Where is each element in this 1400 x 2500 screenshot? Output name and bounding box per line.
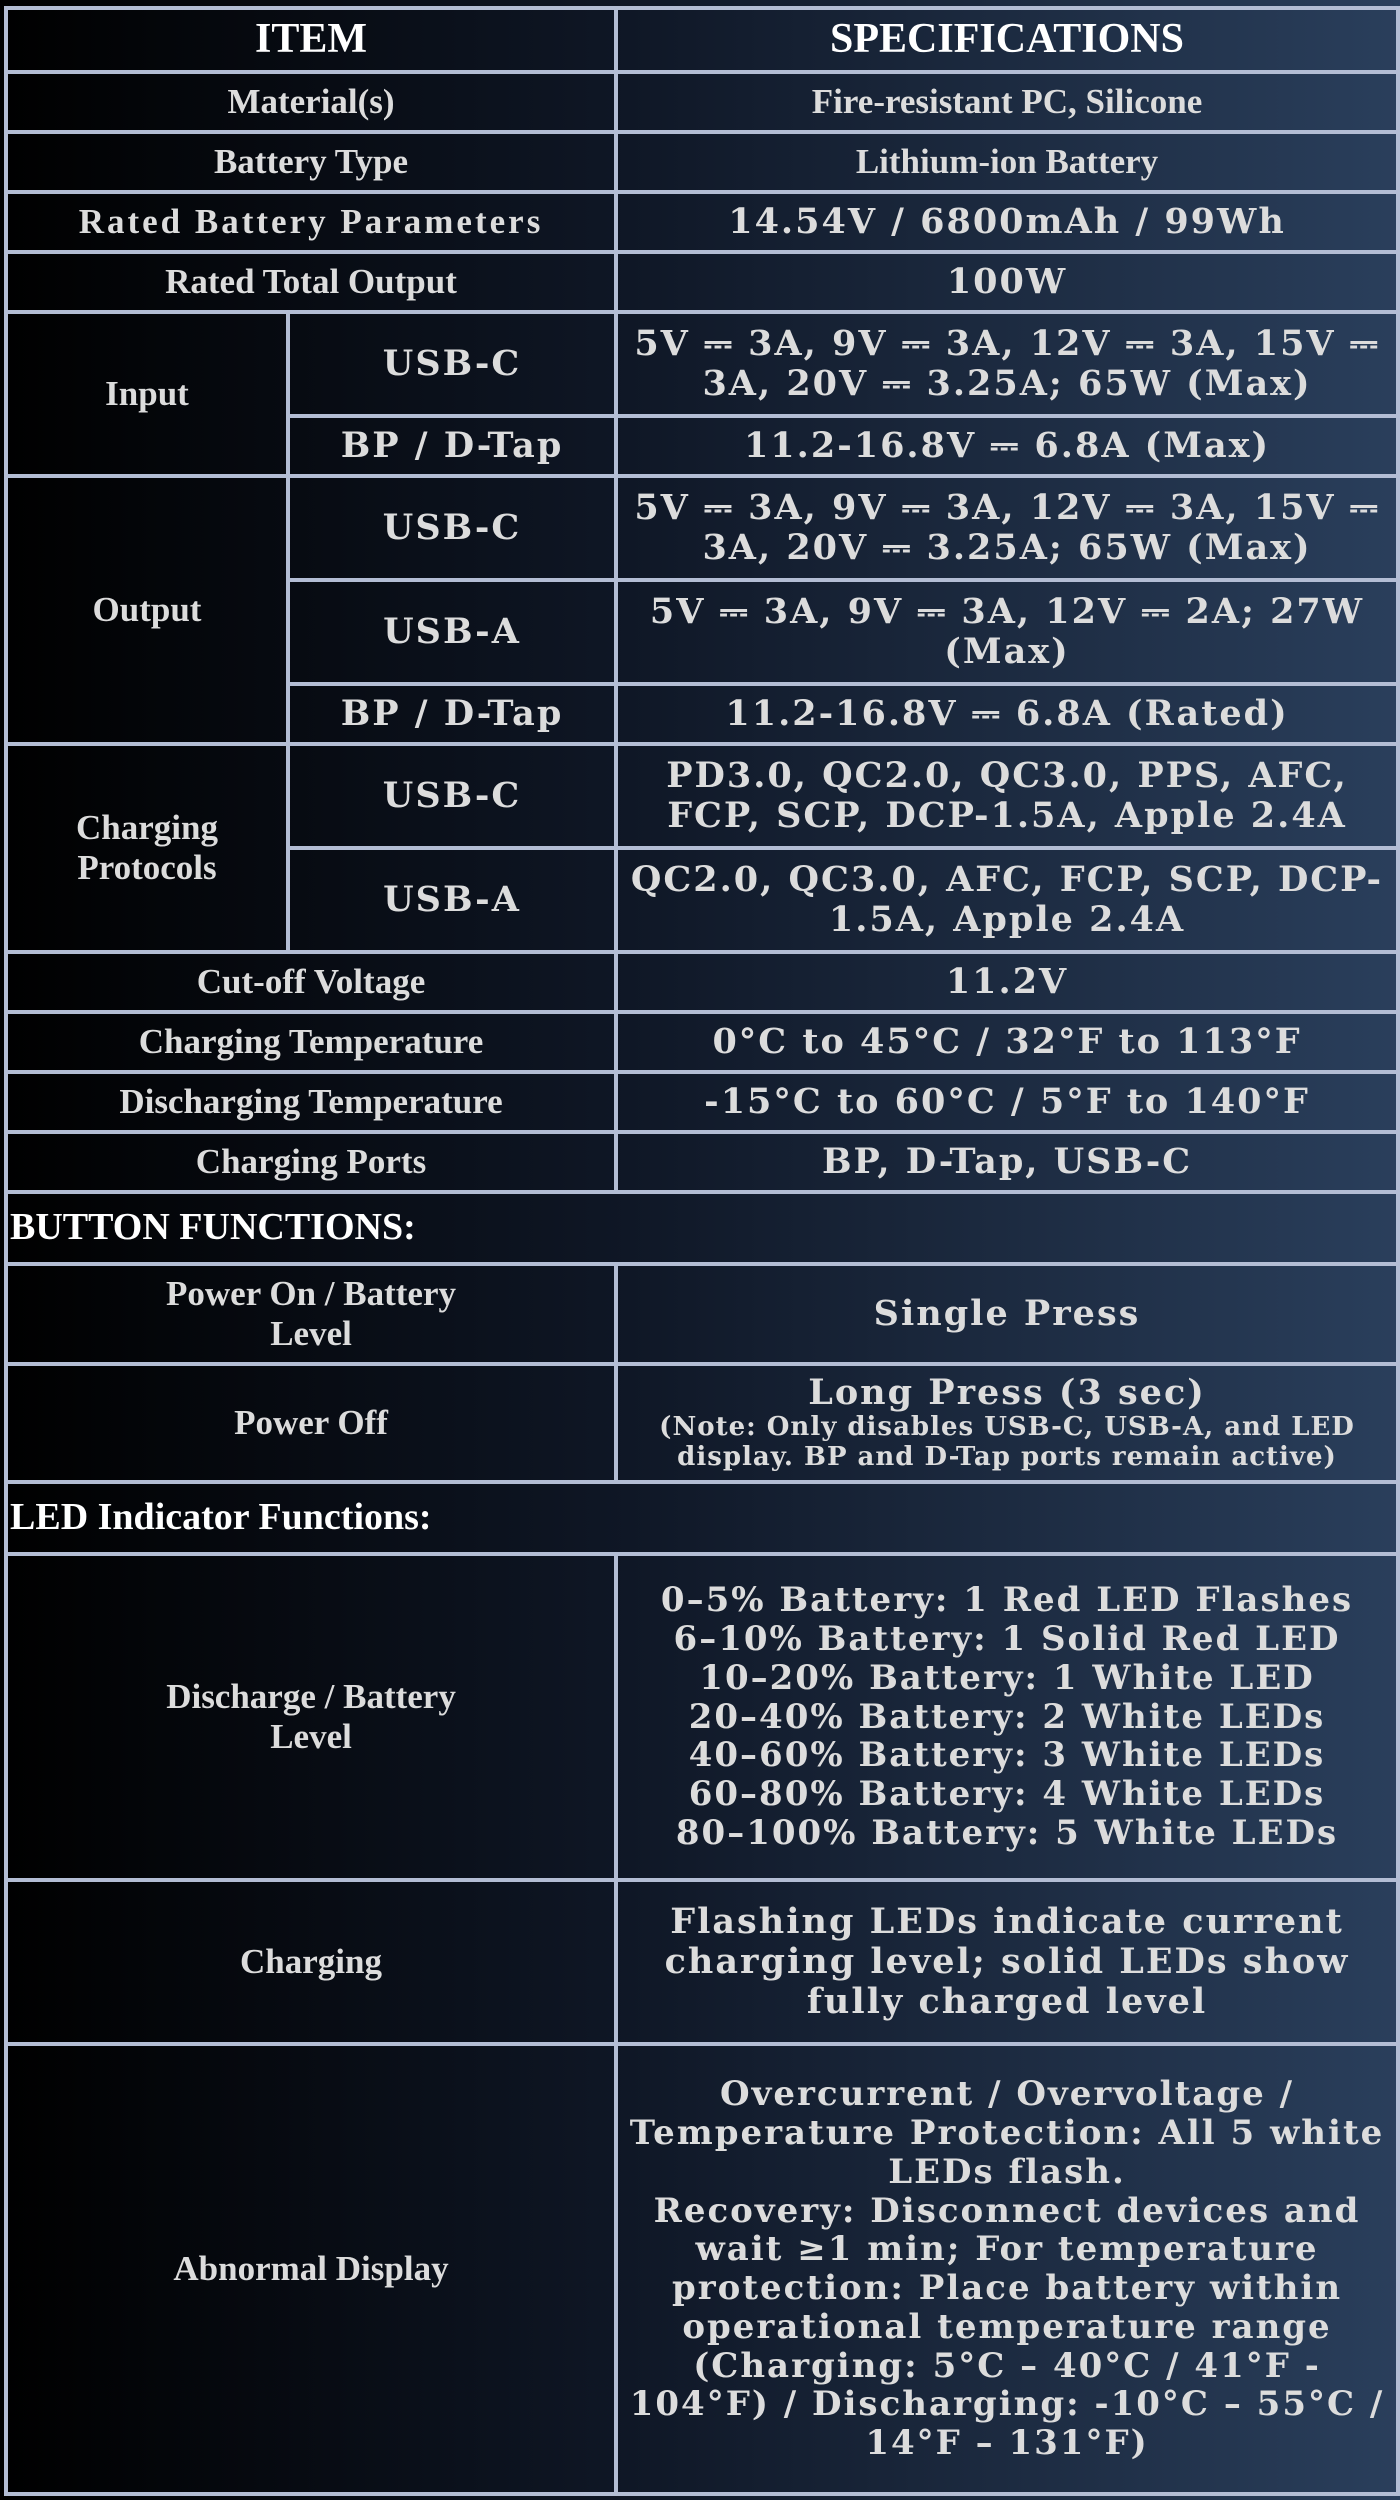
port-label: BP / D-Tap [288,416,616,476]
battery-level-line: 40–60% Battery: 3 White LEDs [688,1735,1326,1776]
header-specifications: SPECIFICATIONS [616,8,1398,72]
power-off-note: (Note: Only disables USB-C, USB-A, and LED display. BP and D-Tap ports remain active) [659,1412,1355,1472]
row-value: Fire-resistant PC, Silicone [616,72,1398,132]
led-functions-heading: LED Indicator Functions: [6,1482,1398,1554]
battery-level-line: 10–20% Battery: 1 White LED [699,1657,1315,1698]
row-value: 5V ⎓ 3A, 9V ⎓ 3A, 12V ⎓ 2A; 27W (Max) [616,580,1398,684]
table-row [6,1072,1398,1132]
discharge-levels [616,1554,1398,1880]
port-label: USB-A [288,848,616,952]
protocols-usb-c-row [6,744,1398,848]
row-label: Rated Total Output [6,252,616,312]
row-label: Discharging Temperature [6,1072,616,1132]
table-row [6,132,1398,192]
table-row [6,952,1398,1012]
row-label: Cut-off Voltage [6,952,616,1012]
row-value: 11.2-16.8V ⎓ 6.8A (Rated) [616,684,1398,744]
table-row [6,72,1398,132]
table-row [6,252,1398,312]
row-label: Charging Temperature [6,1012,616,1072]
row-value [616,1364,1398,1482]
table-row [6,1554,1398,1880]
battery-level-line: 6–10% Battery: 1 Solid Red LED [673,1619,1341,1660]
output-usb-c-row [6,476,1398,580]
row-value: 5V ⎓ 3A, 9V ⎓ 3A, 12V ⎓ 3A, 15V ⎓ 3A, 20V ⎓ 3.25A; 65W (Max) [616,476,1398,580]
table-row [6,1012,1398,1072]
row-value: -15°C to 60°C / 5°F to 140°F [616,1072,1398,1132]
section-row [6,1482,1398,1554]
table-row [6,192,1398,252]
table-row [6,2044,1398,2494]
row-value: BP, D-Tap, USB-C [616,1132,1398,1192]
row-label: Discharge / Battery Level [6,1554,616,1880]
battery-level-line: 20–40% Battery: 2 White LEDs [688,1696,1326,1737]
output-label: Output [6,476,288,744]
row-label: Abnormal Display [6,2044,616,2494]
table-row [6,1364,1398,1482]
row-value: 100W [616,252,1398,312]
power-off-value: Long Press (3 sec) [808,1372,1206,1414]
row-value: 11.2-16.8V ⎓ 6.8A (Max) [616,416,1398,476]
table-row [6,1264,1398,1364]
battery-level-line: 0–5% Battery: 1 Red LED Flashes [660,1580,1354,1621]
table-row [6,1132,1398,1192]
row-label: Material(s) [6,72,616,132]
row-value: Single Press [616,1264,1398,1364]
row-value: Flashing LEDs indicate current charging level; solid LEDs show fully charged level [616,1880,1398,2044]
button-functions-heading: BUTTON FUNCTIONS: [6,1192,1398,1264]
battery-level-line: 60–80% Battery: 4 White LEDs [688,1774,1326,1815]
row-value: 11.2V [616,952,1398,1012]
row-value: 14.54V / 6800mAh / 99Wh [616,192,1398,252]
port-label: USB-A [288,580,616,684]
port-label: USB-C [288,312,616,416]
abnormal-line: Overcurrent / Overvoltage / Temperature Protection: All 5 white LEDs flash. [629,2074,1385,2192]
section-row [6,1192,1398,1264]
row-value: Lithium-ion Battery [616,132,1398,192]
row-label: Charging [6,1880,616,2044]
battery-level-line: 80–100% Battery: 5 White LEDs [675,1812,1339,1853]
row-label: Rated Battery Parameters [6,192,616,252]
row-value: QC2.0, QC3.0, AFC, FCP, SCP, DCP-1.5A, Apple 2.4A [616,848,1398,952]
row-value: 0°C to 45°C / 32°F to 113°F [616,1012,1398,1072]
abnormal-line: Recovery: Disconnect devices and wait ≥1 min; For temperature protection: Place battery within operational temperature range (Charging: 5°C – 40°C / 41°F - 104°F) / Discharging: -10°C – 55°C / 14°F – 131°F) [629,2190,1385,2463]
specifications-table [4,6,1400,2496]
charging-protocols-label: Charging Protocols [6,744,288,952]
port-label: USB-C [288,476,616,580]
table-row [6,1880,1398,2044]
row-label: Power Off [6,1364,616,1482]
port-label: USB-C [288,744,616,848]
row-value: PD3.0, QC2.0, QC3.0, PPS, AFC, FCP, SCP, DCP-1.5A, Apple 2.4A [616,744,1398,848]
row-label: Power On / Battery Level [6,1264,616,1364]
port-label: BP / D-Tap [288,684,616,744]
row-label: Battery Type [6,132,616,192]
header-item: ITEM [6,8,616,72]
table-header-row [6,8,1398,72]
row-value: 5V ⎓ 3A, 9V ⎓ 3A, 12V ⎓ 3A, 15V ⎓ 3A, 20V ⎓ 3.25A; 65W (Max) [616,312,1398,416]
row-label: Charging Ports [6,1132,616,1192]
input-label: Input [6,312,288,476]
abnormal-value [616,2044,1398,2494]
input-usb-c-row [6,312,1398,416]
